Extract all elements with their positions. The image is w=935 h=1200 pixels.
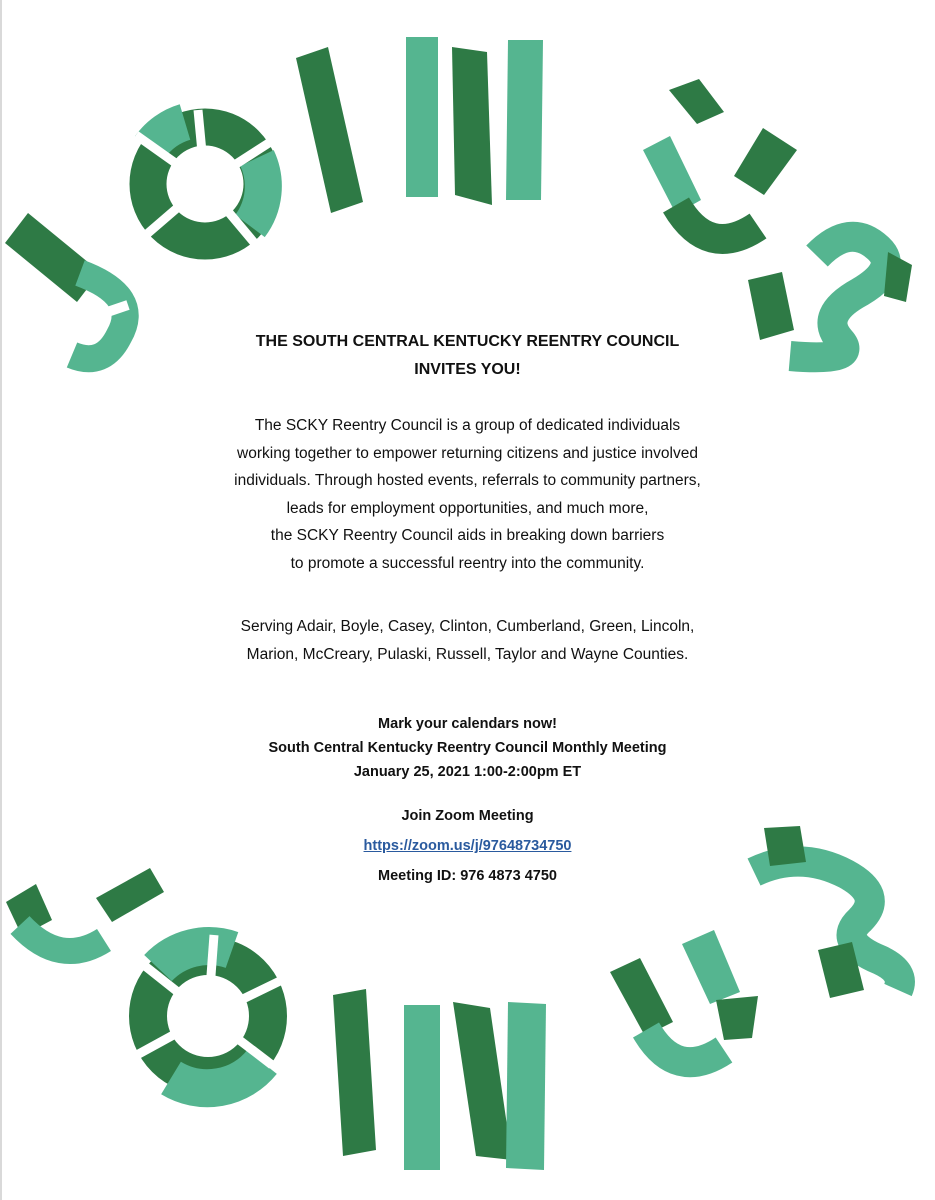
intro-line: The SCKY Reentry Council is a group of dedicated individuals: [254, 417, 681, 434]
serving-line: Marion, McCreary, Pulaski, Russell, Taylor and Wayne Counties.: [246, 645, 689, 663]
serving-line: Serving Adair, Boyle, Casey, Clinton, Cumberland, Green, Lincoln,: [240, 618, 695, 635]
zoom-meeting-link[interactable]: https://zoom.us/j/97648734750: [363, 838, 572, 854]
intro-line: leads for employment opportunities, and much more,: [286, 499, 649, 517]
meeting-title: South Central Kentucky Reentry Council Monthly Meeting: [268, 740, 667, 756]
meeting-datetime: January 25, 2021 1:00-2:00pm ET: [353, 764, 582, 780]
zoom-label: Join Zoom Meeting: [401, 808, 534, 824]
zoom-meeting-id: Meeting ID: 976 4873 4750: [378, 868, 557, 884]
intro-line: to promote a successful reentry into the community.: [290, 554, 645, 572]
meeting-info: [150, 712, 785, 784]
bottom-letter-i: [333, 989, 376, 1156]
intro-paragraph: [150, 412, 785, 577]
bottom-letter-j: [6, 868, 164, 951]
heading-line-2: INVITES YOU!: [414, 361, 521, 378]
heading-line-1: THE SOUTH CENTRAL KENTUCKY REENTRY COUNCIL: [255, 333, 680, 350]
flyer-content: [150, 328, 785, 888]
intro-line: the SCKY Reentry Council aids in breaking down barriers: [270, 527, 665, 544]
zoom-info: [150, 804, 785, 888]
intro-line: working together to empower returning citizens and justice involved: [237, 444, 698, 462]
bottom-letter-u: [610, 930, 758, 1062]
serving-counties: [150, 613, 785, 668]
bottom-letter-n: [404, 1002, 546, 1170]
intro-line: individuals. Through hosted events, referrals to community partners,: [234, 472, 701, 489]
bottom-letter-o: [135, 935, 282, 1088]
calendar-callout: Mark your calendars now!: [378, 716, 557, 732]
